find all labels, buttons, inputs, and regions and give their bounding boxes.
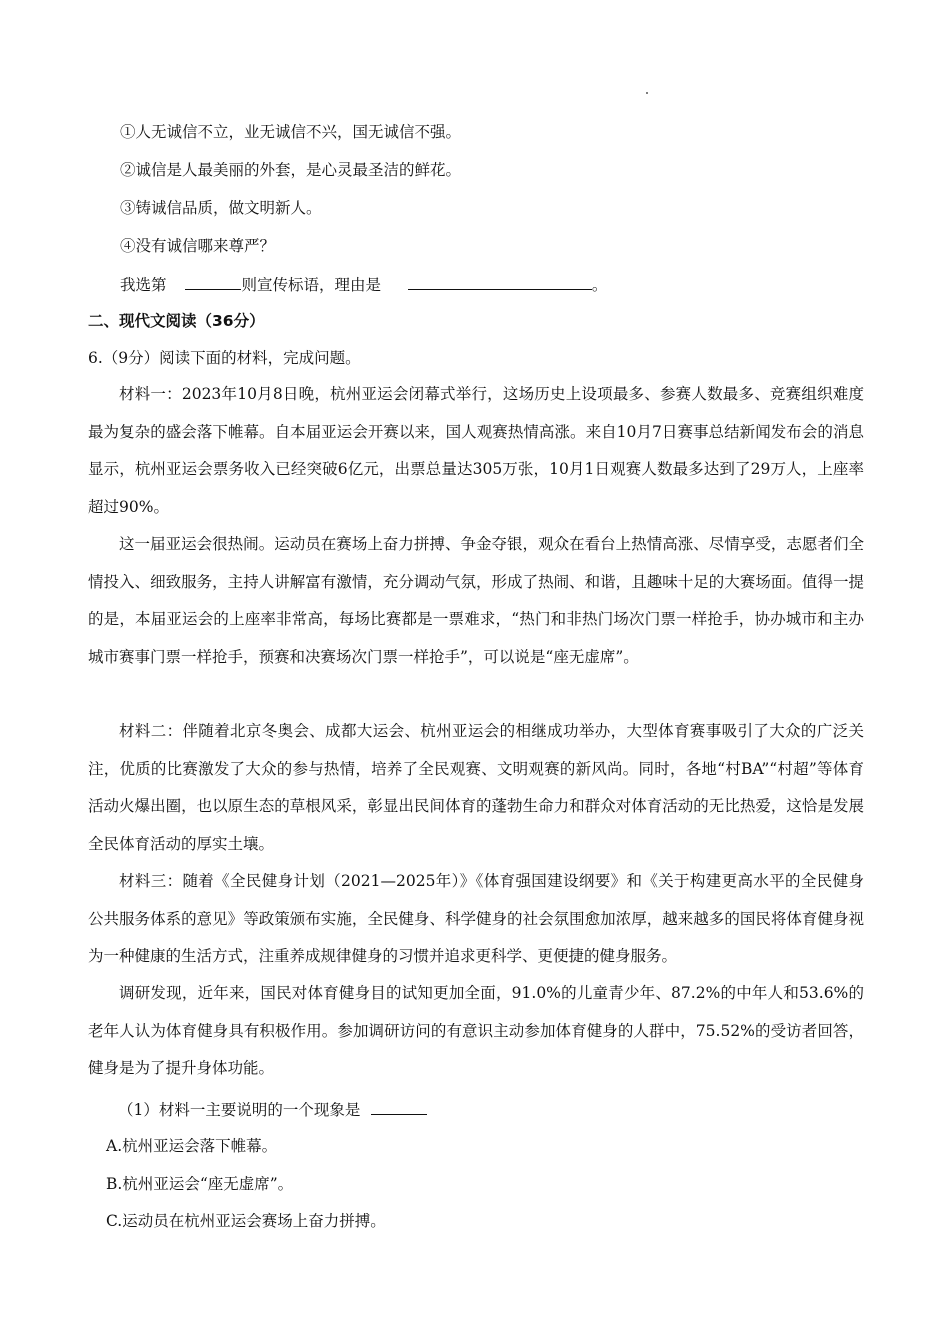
material-3-paragraph: 材料三：随着《全民健身计划（2021—2025年）》《体育强国建设纲要》和《关于构建更高水平的全民健身公共服务体系的意见》等政策颁布实施，全民健身、科学健身的社会氛围愈加浓厚，越来越多的国民将体育健身视为一种健康的生活方式，注重养成规律健身的习惯并追求更科学、更便捷的健身服务。 (88, 872, 864, 965)
material-1-paragraph-2: 这一届亚运会很热闹。运动员在赛场上奋力拼搏、争金夺银，观众在看台上热情高涨、尽情享受，志愿者们全情投入、细致服务，主持人讲解富有激情，充分调动气氛，形成了热闹、和谐，且趣味十足的大赛场面。值得一提的是，本届亚运会的上座率非常高，每场比赛都是一票难求，“热门和非热门场次门票一样抢手，协办城市和主办城市赛事门票一样抢手，预赛和决赛场次门票一样抢手”，可以说是“座无虚席”。 (88, 535, 864, 666)
choice-middle: 则宣传标语，理由是 (241, 276, 381, 294)
question-title: 6.（9分）阅读下面的材料，完成问题。 (88, 349, 361, 367)
section-heading: 二、现代文阅读（36分） (88, 312, 265, 330)
choice-suffix: 。 (591, 276, 608, 294)
material-2-paragraph: 材料二：伴随着北京冬奥会、成都大运会、杭州亚运会的相继成功举办，大型体育赛事吸引了大众的广泛关注，优质的比赛激发了大众的参与热情，培养了全民观赛、文明观赛的新风尚。同时，各地“村BA”“村超”等体育活动火爆出圈，也以原生态的草根风采，彰显出民间体育的蓬勃生命力和群众对体育活动的无比热爱，这恰是发展全民体育活动的厚实土壤。 (88, 722, 864, 853)
option-b: B.杭州亚运会“座无虚席”。 (106, 1175, 294, 1193)
material-1-paragraph: 材料一：2023年10月8日晚，杭州亚运会闭幕式举行，这场历史上设项最多、参赛人数最多、竞赛组织难度最为复杂的盛会落下帷幕。自本届亚运会开赛以来，国人观赛热情高涨。来自10月7日赛事总结新闻发布会的消息显示，杭州亚运会票务收入已经突破6亿元，出票总量达305万张，10月1日观赛人数最多达到了29万人，上座率超过90%。 (88, 385, 864, 516)
answer-blank-reason[interactable] (408, 273, 592, 290)
slogan-2: ②诚信是人最美丽的外套，是心灵最圣洁的鲜花。 (120, 161, 462, 179)
slogan-3: ③铸诚信品质，做文明新人。 (120, 199, 322, 217)
option-a: A.杭州亚运会落下帷幕。 (106, 1137, 278, 1155)
survey-paragraph: 调研发现，近年来，国民对体育健身目的试知更加全面，91.0%的儿童青少年、87.2%的中年人和53.6%的老年人认为体育健身具有积极作用。参加调研访问的有意识主动参加体育健身的人群中，75.52%的受访者回答，健身是为了提升身体功能。 (88, 984, 864, 1077)
answer-blank-number[interactable] (185, 273, 241, 290)
sub-question (118, 1098, 864, 1120)
scan-dot (646, 92, 648, 94)
option-c: C.运动员在杭州亚运会赛场上奋力拼搏。 (106, 1212, 386, 1230)
choice-prefix: 我选第 (120, 276, 167, 294)
choice-line (120, 273, 864, 295)
answer-blank-sub-question[interactable] (371, 1098, 427, 1115)
slogan-1: ①人无诚信不立，业无诚信不兴，国无诚信不强。 (120, 123, 462, 141)
sub-question-text: （1）材料一主要说明的一个现象是 (118, 1101, 361, 1119)
slogan-4: ④没有诚信哪来尊严？ (120, 237, 276, 255)
